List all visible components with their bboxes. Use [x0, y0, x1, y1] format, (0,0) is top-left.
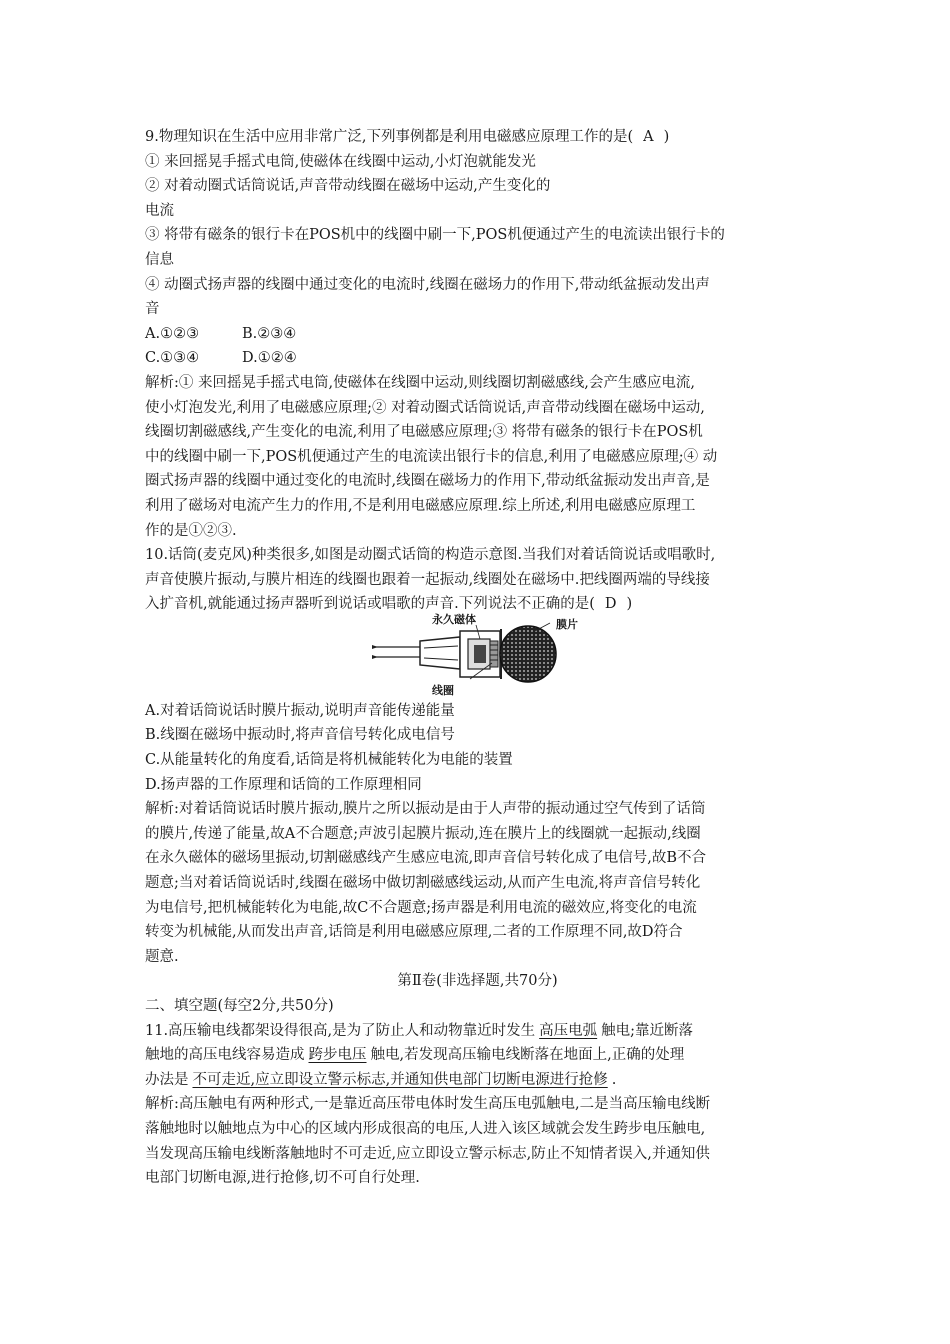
q11-line: 触地的高压电线容易造成 跨步电压 触电,若发现高压输电线断落在地面上,正确的处理 [145, 1047, 685, 1064]
q9-analysis-line: 利用了磁场对电流产生力的作用,不是利用电磁感应原理.综上所述,利用电磁感应原理工 [145, 497, 696, 514]
label-diaphragm: 膜片 [556, 617, 578, 631]
q9-analysis-line: 中的线圈中刷一下,POS机便通过产生的电流读出银行卡的信息,利用了电磁感应原理;④ 动 [145, 448, 718, 465]
section-2-header: 第Ⅱ卷(非选择题,共70分) [397, 973, 558, 990]
q10-analysis-line: 转变为机械能,从而发出声音,话筒是利用电磁感应原理,二者的工作原理不同,故D符合 [145, 924, 683, 941]
q11-analysis-line: 电部门切断电源,进行抢修,切不可自行处理. [145, 1170, 420, 1187]
q10-analysis-line: 题意. [145, 948, 179, 965]
page-content [145, 125, 810, 1191]
q10-option-d: D.扬声器的工作原理和话筒的工作原理相同 [145, 776, 422, 793]
q9-analysis-line: 使小灯泡发光,利用了电磁感应原理;② 对着动圈式话筒说话,声音带动线圈在磁场中运动, [145, 399, 705, 416]
q10-analysis-line: 的膜片,传递了能量,故A不合题意;声波引起膜片振动,连在膜片上的线圈就一起振动,线圈 [145, 825, 701, 842]
q10-analysis-line: 解析:对着话筒说话时膜片振动,膜片之所以振动是由于人声带的振动通过空气传到了话筒 [145, 801, 706, 818]
q9-item: ③ 将带有磁条的银行卡在POS机中的线圈中刷一下,POS机便通过产生的电流读出银行卡的 [145, 227, 725, 244]
q9-analysis-line: 作的是①②③. [145, 522, 237, 539]
q11-line: 11.高压输电线都架设得很高,是为了防止人和动物靠近时发生 高压电弧 触电;靠近断落 [145, 1022, 694, 1039]
q10-analysis-line: 在永久磁体的磁场里振动,切割磁感线产生感应电流,即声音信号转化成了电信号,故B不合 [145, 850, 706, 867]
q10-stem-line: 入扩音机,就能通过扬声器听到说话或唱歌的声音.下列说法不正确的是( D ) [145, 596, 633, 613]
label-permanent-magnet: 永久磁体 [432, 612, 476, 626]
q10-stem-line: 10.话筒(麦克风)种类很多,如图是动圈式话筒的构造示意图.当我们对着话筒说话或唱歌时, [145, 547, 716, 564]
q11-blank-2: 跨步电压 [308, 1047, 367, 1064]
q9-item: 信息 [145, 251, 174, 268]
q9-answer: A [643, 129, 654, 145]
q10-analysis-line: 题意;当对着话筒说话时,线圈在磁场中做切割磁感线运动,从而产生电流,将声音信号转化 [145, 875, 701, 892]
section-2-subheader: 二、填空题(每空2分,共50分) [145, 998, 334, 1014]
q10-stem-line: 声音使膜片振动,与膜片相连的线圈也跟着一起振动,线圈处在磁场中.把线圈两端的导线接 [145, 571, 710, 588]
q9-options-row [145, 346, 810, 371]
q9-item: 音 [145, 301, 160, 318]
q9-option-a: A.①②③ [145, 325, 200, 342]
q11-blank-1: 高压电弧 [539, 1022, 598, 1039]
microphone-diagram [145, 612, 810, 699]
q9-option-b: B.②③④ [242, 325, 297, 342]
q9-analysis-line: 圈式扬声器的线圈中通过变化的电流时,线圈在磁场力的作用下,带动纸盆振动发出声音,是 [145, 473, 710, 490]
q9-analysis-line: 线圈切割磁感线,产生变化的电流,利用了电磁感应原理;③ 将带有磁条的银行卡在POS机 [145, 424, 703, 441]
q9-item: ④ 动圈式扬声器的线圈中通过变化的电流时,线圈在磁场力的作用下,带动纸盆振动发出声 [145, 276, 710, 293]
q10-answer: D [604, 596, 617, 613]
q9-analysis-line: 解析:① 来回摇晃手摇式电筒,使磁体在线圈中运动,则线圈切割磁感线,会产生感应电流, [145, 374, 695, 391]
q9-item: 电流 [145, 202, 174, 219]
q10-analysis-line: 为电信号,把机械能转化为电能,故C不合题意;扬声器是利用电流的磁效应,将变化的电流 [145, 899, 697, 916]
q11-line: 办法是 不可走近,应立即设立警示标志,并通知供电部门切断电源进行抢修 . [145, 1071, 617, 1088]
q10-option-a: A.对着话筒说话时膜片振动,说明声音能传递能量 [145, 702, 455, 719]
q11-analysis-line: 解析:高压触电有两种形式,一是靠近高压带电体时发生高压电弧触电,二是当高压输电线断 [145, 1096, 711, 1113]
q10-option-c: C.从能量转化的角度看,话筒是将机械能转化为电能的装置 [145, 752, 513, 769]
q11-analysis-line: 当发现高压输电线断落触地时不可走近,应立即设立警示标志,防止不知情者误入,并通知供 [145, 1145, 710, 1162]
q9-options-row [145, 322, 810, 347]
q9-option-c: C.①③④ [145, 350, 200, 367]
q9-item: ② 对着动圈式话筒说话,声音带动线圈在磁场中运动,产生变化的 [145, 178, 551, 195]
q9-option-d: D.①②④ [242, 350, 297, 367]
q9-stem: 9.物理知识在生活中应用非常广泛,下列事例都是利用电磁感应原理工作的是( A ) [145, 129, 670, 145]
label-coil: 线圈 [432, 683, 454, 697]
q11-blank-3: 不可走近,应立即设立警示标志,并通知供电部门切断电源进行抢修 [192, 1071, 608, 1088]
q10-option-b: B.线圈在磁场中振动时,将声音信号转化成电信号 [145, 727, 455, 744]
q9-item: ① 来回摇晃手摇式电筒,使磁体在线圈中运动,小灯泡就能发光 [145, 153, 536, 170]
q11-analysis-line: 落触地时以触地点为中心的区域内形成很高的电压,人进入该区域就会发生跨步电压触电, [145, 1120, 706, 1137]
